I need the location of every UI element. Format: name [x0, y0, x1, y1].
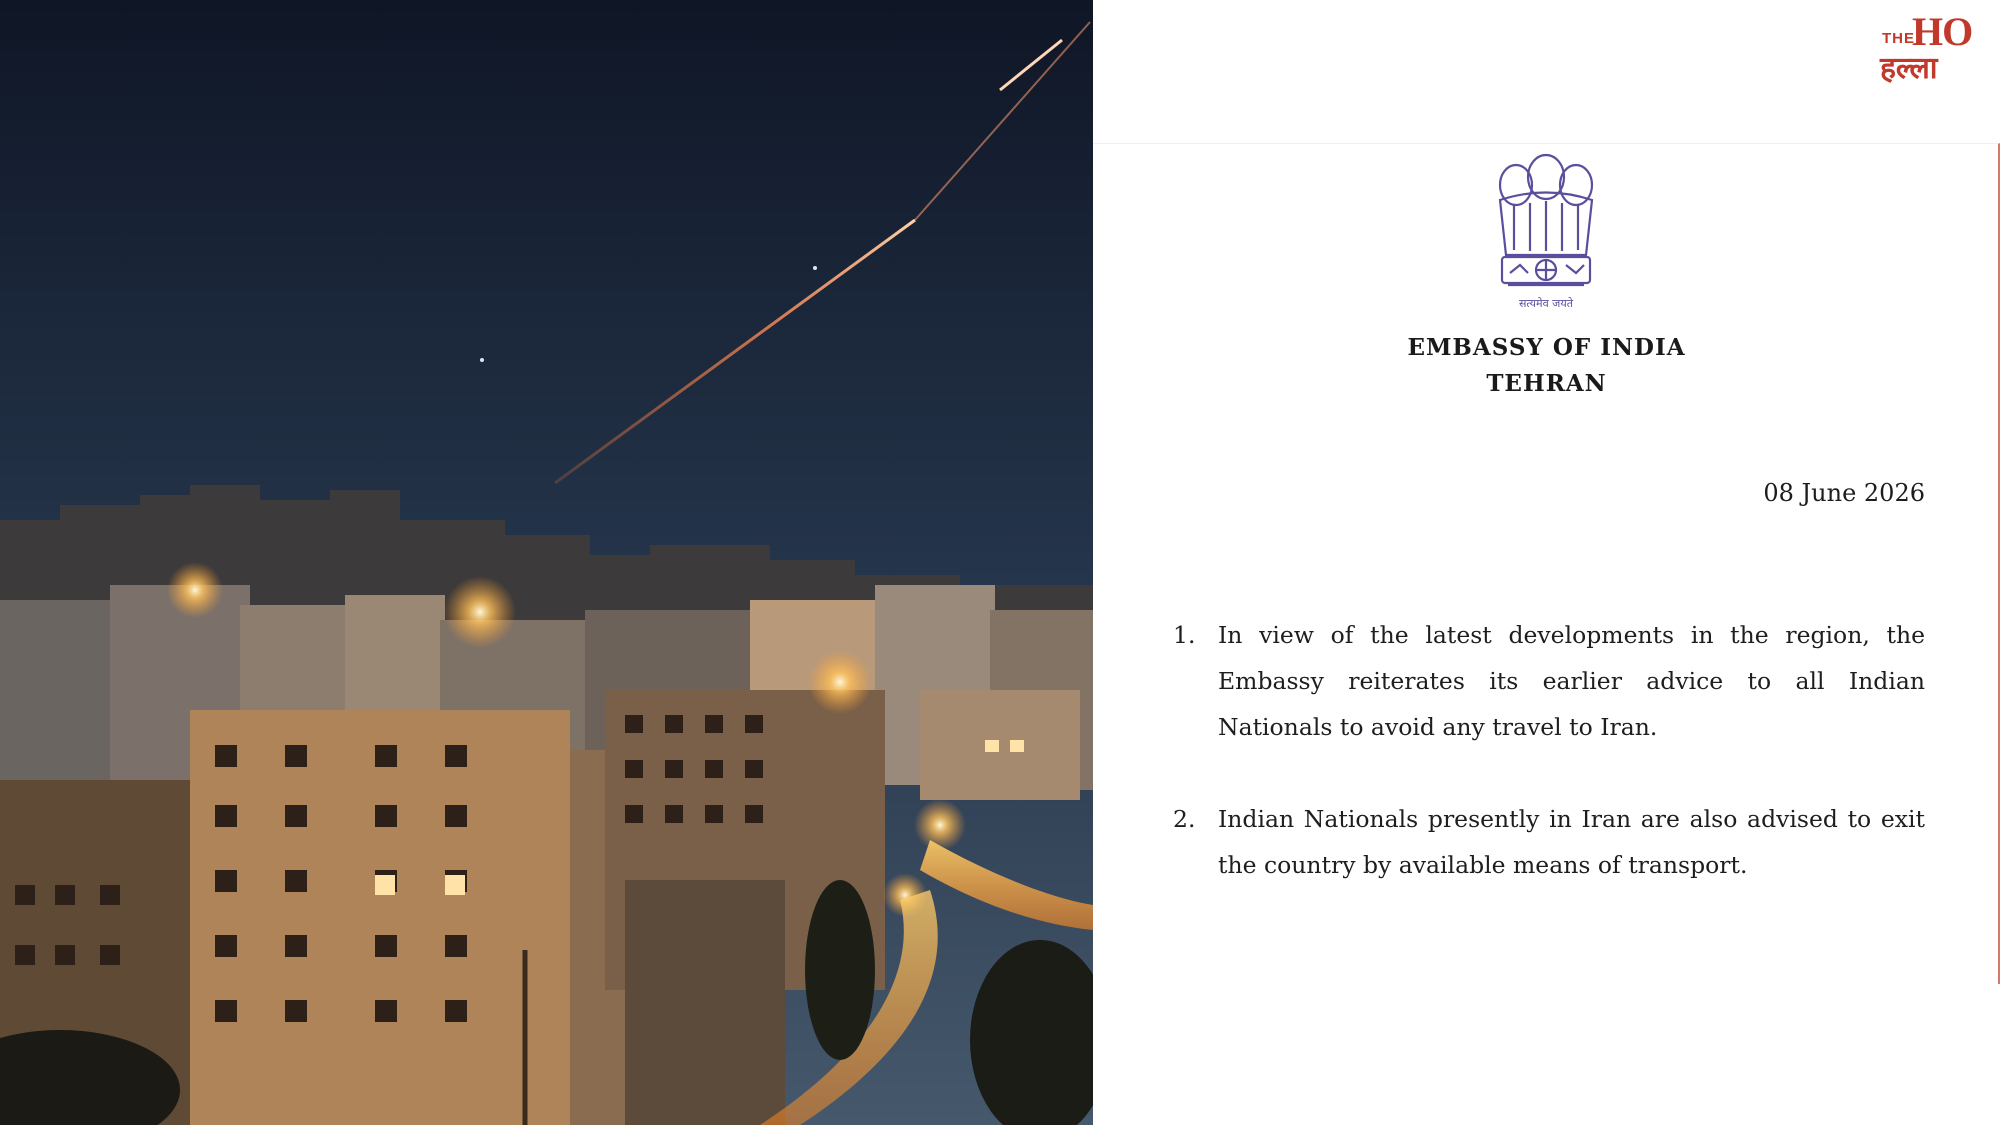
emblem-motto: सत्यमेव जयते [1518, 297, 1574, 310]
advisory-list [1173, 612, 1925, 934]
heading-embassy: EMBASSY OF INDIA [1407, 334, 1686, 361]
lion-capital-icon [1486, 145, 1606, 315]
star [813, 266, 817, 270]
logo-ho-text: HO [1912, 9, 1973, 54]
logo-the-text: THE [1882, 30, 1915, 47]
street-light [914, 799, 966, 851]
heading-city: TEHRAN [1486, 370, 1607, 397]
logo-hindi-text: हल्ला [1880, 51, 1938, 86]
street-light [444, 576, 516, 648]
point-text: In view of the latest developments in the region, the Embassy reiterates its earlier advice to all Indian Nationals to avoid any travel to Iran. [1218, 621, 1925, 741]
national-emblem-icon [1486, 145, 1606, 315]
street-light [808, 650, 872, 714]
advisory-point [1173, 612, 1925, 750]
street-light [167, 562, 223, 618]
tree [805, 880, 875, 1060]
letter-date: 08 June 2026 [1763, 479, 1925, 507]
star [480, 358, 484, 362]
the-hohalla-logo [1878, 8, 1990, 86]
point-number: 1. [1173, 621, 1196, 649]
embassy-notice [1093, 0, 2000, 1125]
advisory-point [1173, 796, 1925, 888]
point-number: 2. [1173, 805, 1196, 833]
point-text: Indian Nationals presently in Iran are also advised to exit the country by available means of transport. [1218, 805, 1925, 879]
letter-heading [1093, 330, 2000, 402]
